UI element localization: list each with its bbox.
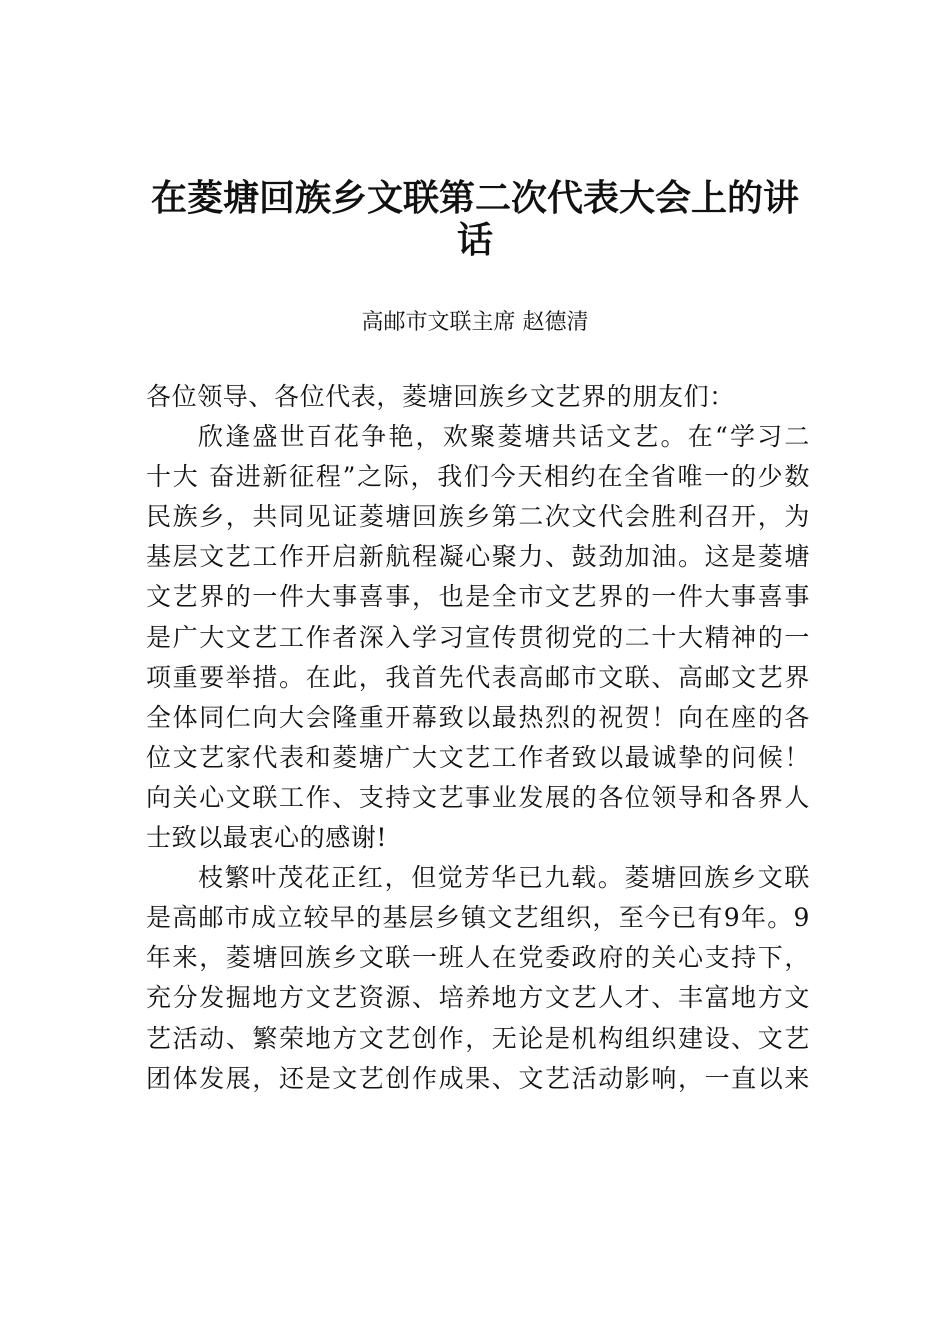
body-line: 向关心文联工作、支持文艺事业发展的各位领导和各界人 [146,782,810,812]
body-line: 艺活动、繁荣地方文艺创作，无论是机构组织建设、文艺 [146,1023,810,1053]
author-byline: 高邮市文联主席 赵德清 [361,310,589,335]
body-line: 十大 奋进新征程”之际，我们今天相约在全省唯一的少数 [146,462,810,492]
body-line: 团体发展，还是文艺创作成果、文艺活动影响，一直以来 [146,1063,810,1093]
body-line: 基层文艺工作开启新航程凝心聚力、鼓劲加油。这是菱塘 [146,542,810,572]
body-line: 是高邮市成立较早的基层乡镇文艺组织，至今已有9年。9 [146,903,810,933]
body-line: 民族乡，共同见证菱塘回族乡第二次文代会胜利召开，为 [146,502,810,532]
body-line: 位文艺家代表和菱塘广大文艺工作者致以最诚挚的问候！ [146,742,810,772]
body-line: 年来，菱塘回族乡文联一班人在党委政府的关心支持下， [146,943,810,973]
salutation-line: 各位领导、各位代表，菱塘回族乡文艺界的朋友们： [146,382,735,411]
body-line: 项重要举措。在此，我首先代表高邮市文联、高邮文艺界 [146,662,810,692]
body-line: 文艺界的一件大事喜事，也是全市文艺界的一件大事喜事 [146,582,810,612]
body-text [146,377,810,1099]
title-line-2: 话 [456,219,493,261]
body-line: 欣逢盛世百花争艳，欢聚菱塘共话文艺。在“学习二 [198,422,810,452]
body-line: 士致以最衷心的感谢! [146,823,388,853]
body-line: 是广大文艺工作者深入学习宣传贯彻党的二十大精神的一 [146,622,810,652]
body-line: 充分发掘地方文艺资源、培养地方文艺人才、丰富地方文 [146,983,810,1013]
body-line: 全体同仁向大会隆重开幕致以最热烈的祝贺！向在座的各 [146,702,810,732]
title-line-1: 在菱塘回族乡文联第二次代表大会上的讲 [150,177,799,219]
body-line: 枝繁叶茂花正红，但觉芳华已九载。菱塘回族乡文联 [198,863,810,893]
